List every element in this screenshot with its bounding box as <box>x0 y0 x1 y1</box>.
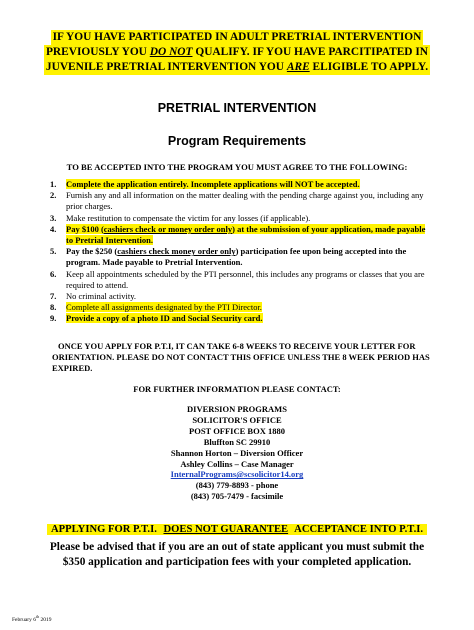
applying-highlight: APPLYING FOR P.T.I. DOES NOT GUARANTEE ACCEPTANCE INTO P.T.I. <box>47 524 427 535</box>
page-title: PRETRIAL INTERVENTION <box>157 101 317 115</box>
does-not-guarantee-emphasis: DOES NOT GUARANTEE <box>163 524 289 535</box>
requirement-text: Pay the $250 (cashiers check money order only) participation fee upon being accepted into the program. Made payable to Pretrial Intervention. <box>66 246 407 268</box>
requirement-item: 8. Complete all assignments designated by the PTI Director. <box>50 302 262 313</box>
requirement-text: Furnish any and all information on the matter dealing with the pending charge against you, including any prior charges. <box>66 190 424 212</box>
contact-officer: Shannon Horton – Diversion Officer <box>170 447 304 458</box>
contact-phone: (843) 779-8893 - phone <box>195 480 279 491</box>
requirement-text: No criminal activity. <box>66 291 137 302</box>
requirement-item: 2. Furnish any and all information on the matter dealing with the pending charge against you, including any prior charges. <box>50 190 424 212</box>
contact-block <box>0 404 474 502</box>
requirement-item: 1. Complete the application entirely. Incomplete applications will NOT be accepted. <box>50 179 360 189</box>
are-emphasis: ARE <box>286 61 310 73</box>
contact-office: SOLICITOR'S OFFICE <box>192 414 282 425</box>
requirement-item: 6. Keep all appointments scheduled by the PTI personnel, this includes any programs or classes that you are required to attend. <box>50 268 425 290</box>
requirement-item: 3. Make restitution to compensate the victim for any losses (if applicable). <box>50 212 311 223</box>
requirement-item: 9. Provide a copy of a photo ID and Social Security card. <box>50 313 263 324</box>
contact-org: DIVERSION PROGRAMS <box>187 404 287 414</box>
out-of-state-notice: Please be advised that if you are an out of state applicant you must submit the $350 application and participation fees with your completed application. <box>49 541 425 568</box>
requirement-text: Complete the application entirely. Incomplete applications will NOT be accepted. <box>66 179 360 189</box>
applying-notice <box>0 524 474 535</box>
acceptance-heading: TO BE ACCEPTED INTO THE PROGRAM YOU MUST AGREE TO THE FOLLOWING: <box>66 162 408 172</box>
requirement-item: 7. No criminal activity. <box>50 291 137 302</box>
requirement-item: 4. Pay $100 (cashiers check or money order only) at the submission of your application, made payable to Pretrial Intervention. <box>50 223 426 246</box>
contact-manager: Ashley Collins – Case Manager <box>180 458 294 469</box>
document-date: February 6th 2019 <box>12 614 52 623</box>
requirement-text: Make restitution to compensate the victim for any losses (if applicable). <box>66 212 311 223</box>
orientation-notice: ONCE YOU APPLY FOR P.T.I, IT CAN TAKE 6-8 WEEKS TO RECEIVE YOUR LETTER FOR ORIENTATION. PLEASE DO NOT CONTACT THIS OFFICE UNLESS THE 8 WEEK PERIOD HAS EXPIRED. <box>52 341 430 374</box>
requirement-text: Keep all appointments scheduled by the PTI personnel, this includes any programs or classes that you are required to attend. <box>66 268 425 290</box>
requirement-text: Pay $100 (cashiers check or money order only) at the submission of your application, made payable to Pretrial Intervention. <box>66 223 426 246</box>
contact-po-box: POST OFFICE BOX 1880 <box>189 425 285 436</box>
warning-line-2: PREVIOUSLY YOU DO NOT QUALIFY. IF YOU HAVE PARCITIPATED IN <box>45 46 429 58</box>
requirement-text: Complete all assignments designated by the PTI Director. <box>66 302 262 313</box>
contact-city: Bluffton SC 29910 <box>203 436 271 447</box>
contact-fax: (843) 705-7479 - facsimile <box>190 491 284 502</box>
page-subtitle: Program Requirements <box>167 134 307 148</box>
requirements-list <box>50 179 430 325</box>
contact-email-link[interactable]: InternalPrograms@scsolicitor14.org <box>170 469 304 480</box>
requirement-item: 5. Pay the $250 (cashiers check money order only) participation fee upon being accepted into the program. Made payable to Pretrial Intervention. <box>50 246 407 268</box>
warning-line-1: IF YOU HAVE PARTICIPATED IN ADULT PRETRIAL INTERVENTION <box>52 31 422 43</box>
eligibility-warning <box>0 30 474 75</box>
further-info-heading: FOR FURTHER INFORMATION PLEASE CONTACT: <box>133 384 341 394</box>
requirement-text: Provide a copy of a photo ID and Social Security card. <box>66 313 263 324</box>
warning-line-3: JUVENILE PRETRIAL INTERVENTION YOU ARE ELIGIBLE TO APPLY. <box>45 61 429 73</box>
do-not-emphasis: DO NOT <box>149 46 193 58</box>
